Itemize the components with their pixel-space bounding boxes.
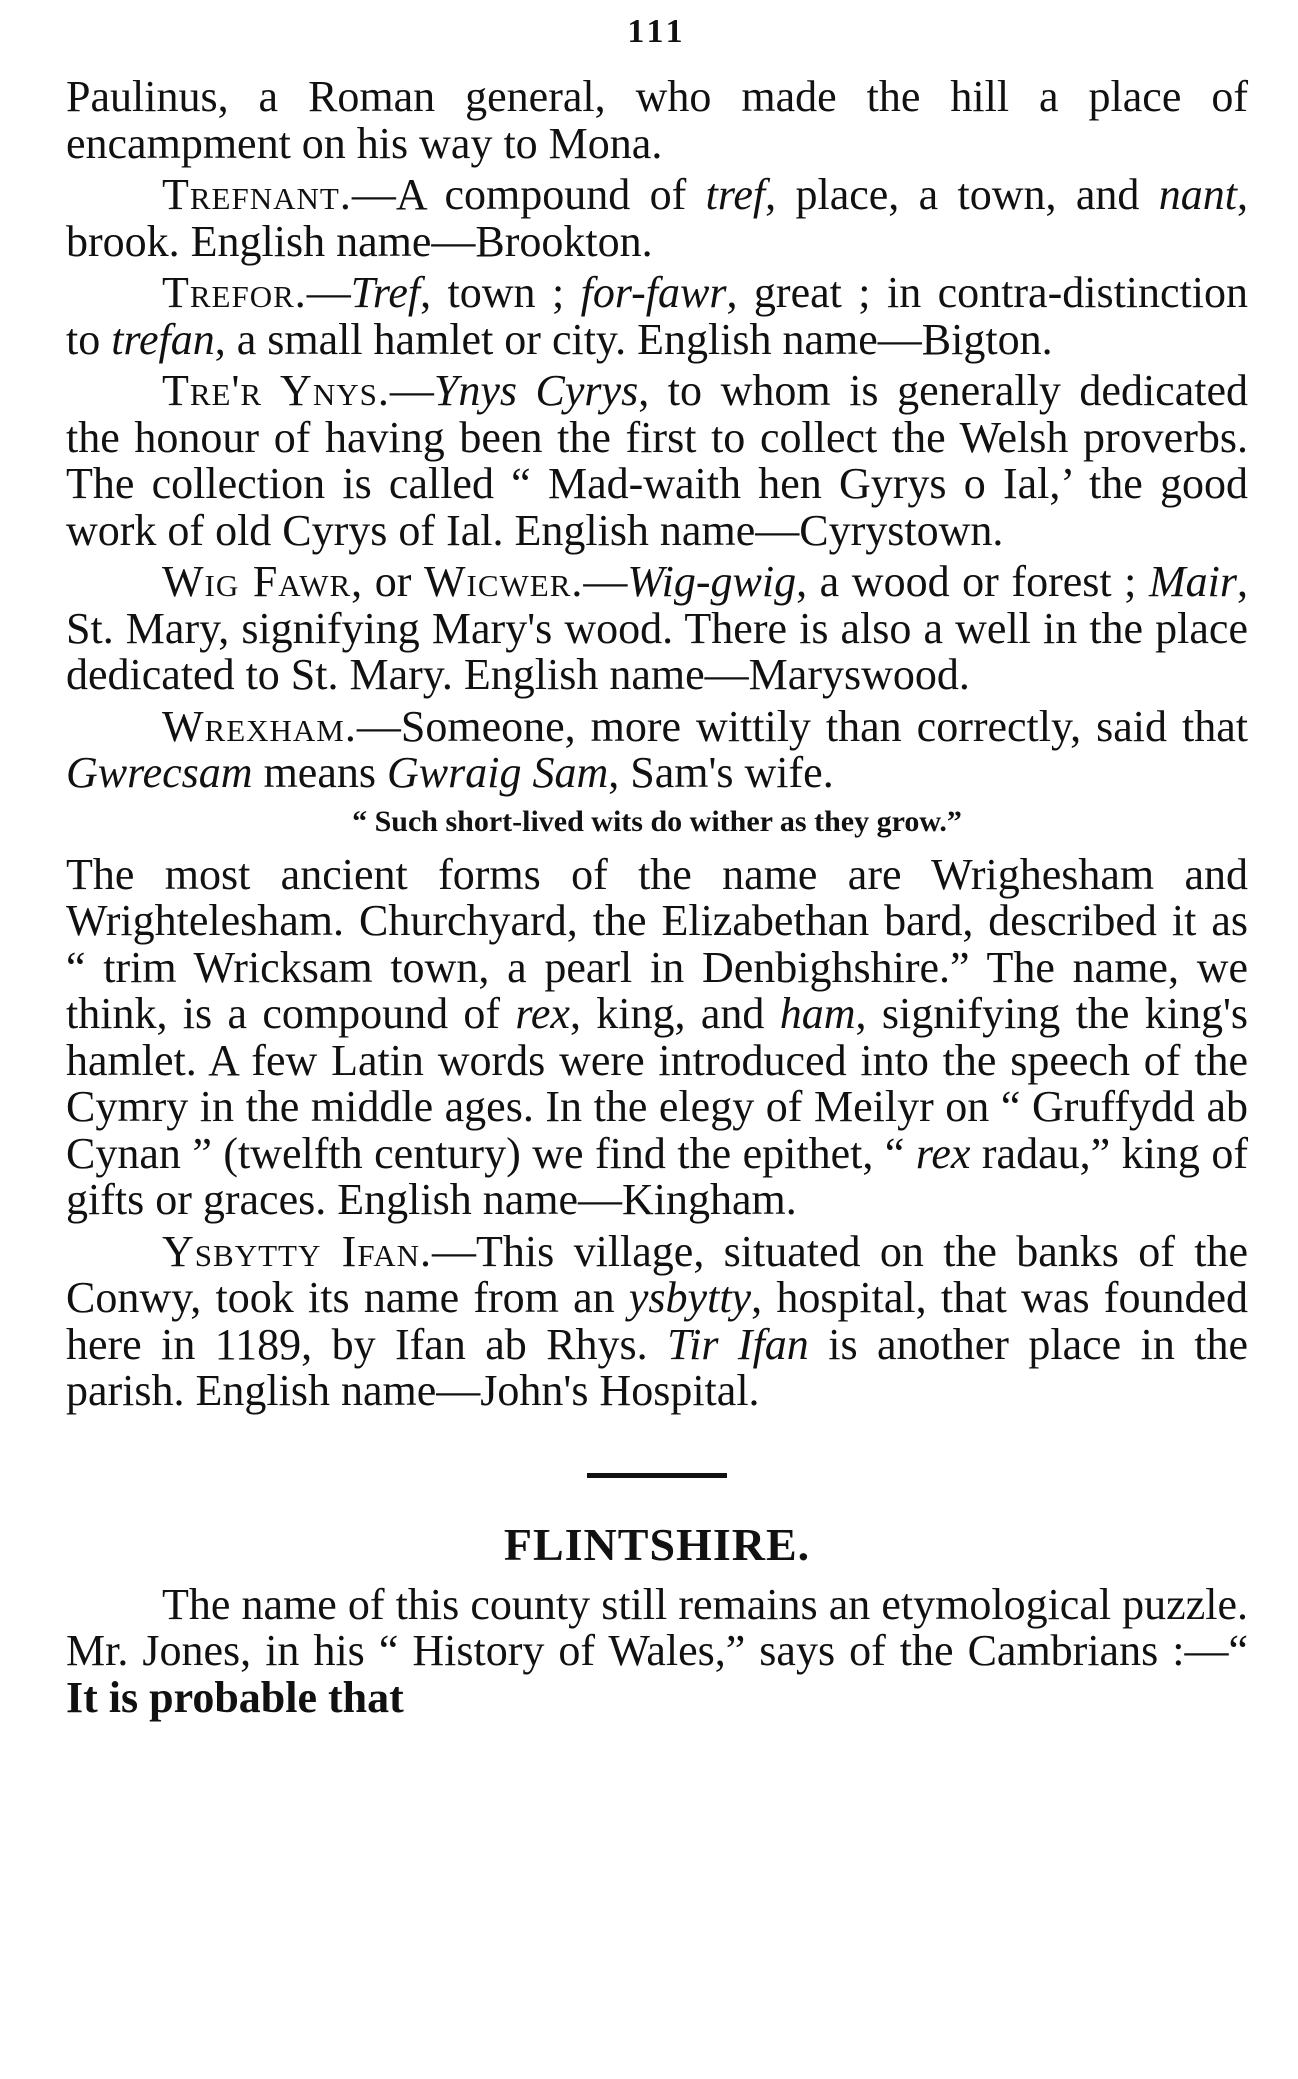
text-run: , St. Mary, signifying Mary's wood. There is also a well in the place dedicated to St. Mary. English name—Maryswood. xyxy=(66,557,1248,699)
entry-heading-alt: Wicwer. xyxy=(424,557,584,606)
italic-term: nant xyxy=(1158,170,1237,219)
entry-heading: Wrexham. xyxy=(162,701,357,751)
paragraph-text: Paulinus, a Roman general, who made the hill a place of encampment on his way to Mona. xyxy=(66,72,1248,168)
text-run: The name of this county still remains an etymological puzzle. Mr. Jones, in his “ History of Wales,” says of the Cambrians :—“ xyxy=(66,1579,1248,1675)
text-run: , place, a town, and xyxy=(765,170,1159,219)
text-run: is another place in the parish. English name—John's Hospital. xyxy=(66,1319,1249,1415)
italic-term: Wig-gwig xyxy=(627,557,797,606)
text-run: , to whom is generally dedicated the honour of having been the first to collect the Welsh proverbs. The collection is called “ Mad-waith hen Gyrys o Ial,’ the good work of old Cyrys of Ial. English name—Cyrystown. xyxy=(66,366,1248,555)
italic-term: ham xyxy=(779,989,856,1038)
text-run: , king, and xyxy=(569,989,780,1038)
text-run: , signifying the king's hamlet. A few Latin words were introduced into the speech of the Cymry in the middle ages. In the elegy of Meilyr on “ Gruffydd ab Cynan ” (twelfth century) we find the epithet, “ xyxy=(66,989,1248,1178)
text-run: , town ; xyxy=(420,268,581,317)
text-run: , a wood or forest ; xyxy=(796,557,1149,606)
text-run: , brook. English name—Brookton. xyxy=(66,170,1248,266)
paragraph-trefnant xyxy=(66,172,1248,265)
text-run: , Sam's wife. xyxy=(608,748,834,797)
block-quote: “ Such short-lived wits do wither as they grow.” xyxy=(352,804,962,838)
paragraph-wig-fawr xyxy=(66,559,1248,699)
text-run: means xyxy=(252,748,387,797)
entry-heading: Ysbytty Ifan. xyxy=(162,1226,433,1276)
text-run: , great ; in contra-distinction to xyxy=(66,268,1249,364)
text-run: — xyxy=(389,366,434,415)
page-number: 111 xyxy=(627,13,687,50)
bold-run: It is probable that xyxy=(66,1672,404,1722)
paragraph-wrexham xyxy=(66,701,1248,797)
italic-term: rex xyxy=(915,1128,971,1178)
italic-term: trefan xyxy=(111,314,215,364)
text-run: , or xyxy=(351,557,424,606)
document-page xyxy=(66,0,1248,1726)
text-run: —A compound of xyxy=(351,170,706,219)
text-run: , a small hamlet or city. English name—Bigton. xyxy=(214,314,1053,364)
italic-term: Gwrecsam xyxy=(66,748,253,797)
paragraph-trefor xyxy=(66,270,1248,363)
text-run: radau,” king of gifts or graces. English name—Kingham. xyxy=(66,1128,1248,1224)
text-run: — xyxy=(583,557,628,606)
paragraph-flintshire xyxy=(66,1579,1248,1722)
italic-term: for-fawr xyxy=(580,268,727,317)
entry-heading: Tre'r Ynys. xyxy=(162,366,390,415)
italic-term: tref xyxy=(705,170,766,219)
entry-heading: Trefnant. xyxy=(162,170,352,219)
section-divider xyxy=(587,1473,727,1478)
italic-term: rex xyxy=(515,989,570,1038)
text-run: —This village, situated on the banks of the Conwy, took its name from an xyxy=(66,1226,1248,1322)
italic-term: Mair xyxy=(1149,557,1237,606)
paragraph-trer-ynys xyxy=(66,368,1248,554)
text-run: The most ancient forms of the name are Wrighesham and Wrightelesham. Churchyard, the Elizabethan bard, described it as “ trim Wricksam town, a pearl in Denbighshire.” The name, we think, is a compound of xyxy=(66,849,1248,1038)
paragraph-wrexham-continued xyxy=(66,849,1248,1224)
italic-term: Tir Ifan xyxy=(667,1319,809,1369)
text-run: —Someone, more wittily than correctly, said that xyxy=(356,701,1248,751)
italic-term: Tref xyxy=(350,268,421,317)
entry-heading: Trefor. xyxy=(162,268,307,317)
italic-term: Gwraig Sam xyxy=(386,748,609,797)
paragraph-paulinus xyxy=(66,74,1248,167)
section-heading: FLINTSHIRE. xyxy=(503,1518,811,1570)
italic-term: ysbytty xyxy=(628,1273,752,1322)
entry-heading: Wig Fawr xyxy=(162,557,352,606)
text-run: , hospital, that was founded here in 1189, by Ifan ab Rhys. xyxy=(66,1273,1248,1369)
paragraph-ysbytty-ifan xyxy=(66,1226,1249,1415)
italic-term: Ynys Cyrys xyxy=(433,366,639,415)
text-run: — xyxy=(306,268,351,317)
